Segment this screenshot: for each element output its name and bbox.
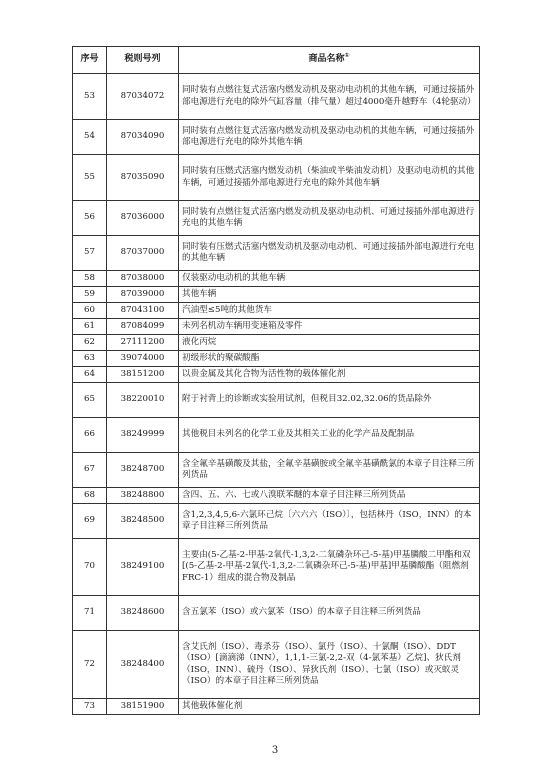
- tariff-code-cell: 87084099: [107, 319, 179, 335]
- goods-name-cell: 其他税目未列名的化学工业及其相关工业的化学产品及配制品: [179, 418, 480, 453]
- header-name: [179, 47, 480, 74]
- header-name-footnote-mark: ①: [344, 52, 350, 60]
- tariff-code-cell: 87039000: [107, 287, 179, 303]
- table-header-row: [73, 47, 480, 74]
- goods-name-cell: 液化丙烷: [179, 335, 480, 351]
- goods-name-cell: 以贵金属及其化合物为活性物的载体催化剂: [179, 367, 480, 383]
- row-number-cell: 54: [73, 120, 107, 155]
- table-row: [73, 335, 480, 351]
- table-row: [73, 631, 480, 699]
- goods-name-cell: 同时装有点燃往复式活塞内燃发动机及驱动电动机的其他车辆，可通过接插外部电源进行充电的除外气缸容量（排气量）超过4000毫升越野车（4轮驱动）: [179, 74, 480, 120]
- row-number-cell: 58: [73, 271, 107, 287]
- tariff-code-cell: 38248500: [107, 504, 179, 539]
- goods-name-cell: 其他车辆: [179, 287, 480, 303]
- table-row: [73, 418, 480, 453]
- row-number-cell: 71: [73, 596, 107, 631]
- tariff-code-cell: 87034072: [107, 74, 179, 120]
- goods-name-cell: 含艾氏剂（ISO）、毒杀芬（ISO）、氯丹（ISO）、十氯酮（ISO）、DDT（ISO）[滴滴涕（INN），1,1,1-三氯-2,2-双（4-氯苯基）乙烷]、狄氏剂（ISO，INN）、硫丹（ISO）、异狄氏剂（ISO）、七氯（ISO）或灭蚁灵（ISO）的本章子目注释三所列货品: [179, 631, 480, 699]
- header-no: 序号: [73, 47, 107, 74]
- table-row: [73, 271, 480, 287]
- goods-name-cell: 含1,2,3,4,5,6-六氯环己烷〔六六六（ISO）〕，包括林丹（ISO，INN）的本章子目注释三所列货品: [179, 504, 480, 539]
- row-number-cell: 69: [73, 504, 107, 539]
- tariff-code-cell: 38248600: [107, 596, 179, 631]
- row-number-cell: 61: [73, 319, 107, 335]
- row-number-cell: 66: [73, 418, 107, 453]
- tariff-code-cell: 38248700: [107, 453, 179, 488]
- goods-name-cell: 仅装驱动电动机的其他车辆: [179, 271, 480, 287]
- row-number-cell: 68: [73, 488, 107, 504]
- table-row: [73, 287, 480, 303]
- goods-name-cell: 同时装有点燃往复式活塞内燃发动机及驱动电动机、可通过接插外部电源进行充电的其他车辆: [179, 201, 480, 236]
- table-row: [73, 74, 480, 120]
- goods-name-cell: 同时装有压燃式活塞内燃发动机及驱动电动机、可通过接插外部电源进行充电的其他车辆: [179, 236, 480, 271]
- goods-table: [72, 46, 480, 715]
- goods-name-cell: 含全氟辛基磺酸及其盐，全氟辛基磺胺或全氟辛基磺酰氯的本章子目注释三所列货品: [179, 453, 480, 488]
- tariff-code-cell: 38248800: [107, 488, 179, 504]
- tariff-code-cell: 38248400: [107, 631, 179, 699]
- tariff-code-cell: 27111200: [107, 335, 179, 351]
- row-number-cell: 56: [73, 201, 107, 236]
- row-number-cell: 67: [73, 453, 107, 488]
- row-number-cell: 63: [73, 351, 107, 367]
- goods-name-cell: 未列名机动车辆用变速箱及零件: [179, 319, 480, 335]
- table-row: [73, 319, 480, 335]
- row-number-cell: 62: [73, 335, 107, 351]
- tariff-code-cell: 39074000: [107, 351, 179, 367]
- row-number-cell: 72: [73, 631, 107, 699]
- table-row: [73, 383, 480, 418]
- tariff-code-cell: 87035090: [107, 155, 179, 201]
- goods-name-cell: 含四、五、六、七或八溴联苯醚的本章子目注释三所列货品: [179, 488, 480, 504]
- row-number-cell: 65: [73, 383, 107, 418]
- tariff-code-cell: 38220010: [107, 383, 179, 418]
- header-name-label: 商品名称: [308, 54, 345, 65]
- table-row: [73, 236, 480, 271]
- goods-name-cell: 初级形状的聚碳酸酯: [179, 351, 480, 367]
- table-row: [73, 201, 480, 236]
- row-number-cell: 55: [73, 155, 107, 201]
- row-number-cell: 60: [73, 303, 107, 319]
- goods-name-cell: 附于衬背上的诊断或实验用试剂，但税目32.02,32.06的货品除外: [179, 383, 480, 418]
- table-row: [73, 453, 480, 488]
- row-number-cell: 73: [73, 699, 107, 715]
- row-number-cell: 59: [73, 287, 107, 303]
- goods-name-cell: 含五氯苯（ISO）或六氯苯（ISO）的本章子目注释三所列货品: [179, 596, 480, 631]
- goods-name-cell: 其他载体催化剂: [179, 699, 480, 715]
- table-row: [73, 155, 480, 201]
- goods-name-cell: 同时装有点燃往复式活塞内燃发动机及驱动电动机的其他车辆，可通过接插外部电源进行充电的除外其他车辆: [179, 120, 480, 155]
- tariff-code-cell: 87043100: [107, 303, 179, 319]
- table-body: [73, 74, 480, 715]
- page-number: 3: [271, 745, 279, 756]
- goods-name-cell: 主要由(5-乙基-2-甲基-2氧代-1,3,2-二氧磷杂环己-5-基)甲基膦酸二甲酯和双[(5-乙基-2-甲基-2氧代-1,3,2-二氧磷杂环己-5-基)甲基]甲基膦酸酯（阻燃剂 FRC-1）组成的混合物及制品: [179, 539, 480, 596]
- table-row: [73, 488, 480, 504]
- tariff-code-cell: 38151200: [107, 367, 179, 383]
- table-row: [73, 504, 480, 539]
- table-row: [73, 120, 480, 155]
- goods-name-cell: 汽油型≤5吨的其他货车: [179, 303, 480, 319]
- table-row: [73, 596, 480, 631]
- tariff-code-cell: 87034090: [107, 120, 179, 155]
- row-number-cell: 64: [73, 367, 107, 383]
- goods-name-cell: 同时装有压燃式活塞内燃发动机（柴油或半柴油发动机）及驱动电动机的其他车辆，可通过接插外部电源进行充电的除外其他车辆: [179, 155, 480, 201]
- tariff-code-cell: 87038000: [107, 271, 179, 287]
- tariff-code-cell: 87037000: [107, 236, 179, 271]
- tariff-code-cell: 38151900: [107, 699, 179, 715]
- tariff-code-cell: 87036000: [107, 201, 179, 236]
- tariff-code-cell: 38249100: [107, 539, 179, 596]
- row-number-cell: 53: [73, 74, 107, 120]
- tariff-code-cell: 38249999: [107, 418, 179, 453]
- table-row: [73, 699, 480, 715]
- table-row: [73, 303, 480, 319]
- row-number-cell: 57: [73, 236, 107, 271]
- row-number-cell: 70: [73, 539, 107, 596]
- table-row: [73, 351, 480, 367]
- table-row: [73, 367, 480, 383]
- header-code: 税则号列: [107, 47, 179, 74]
- table-row: [73, 539, 480, 596]
